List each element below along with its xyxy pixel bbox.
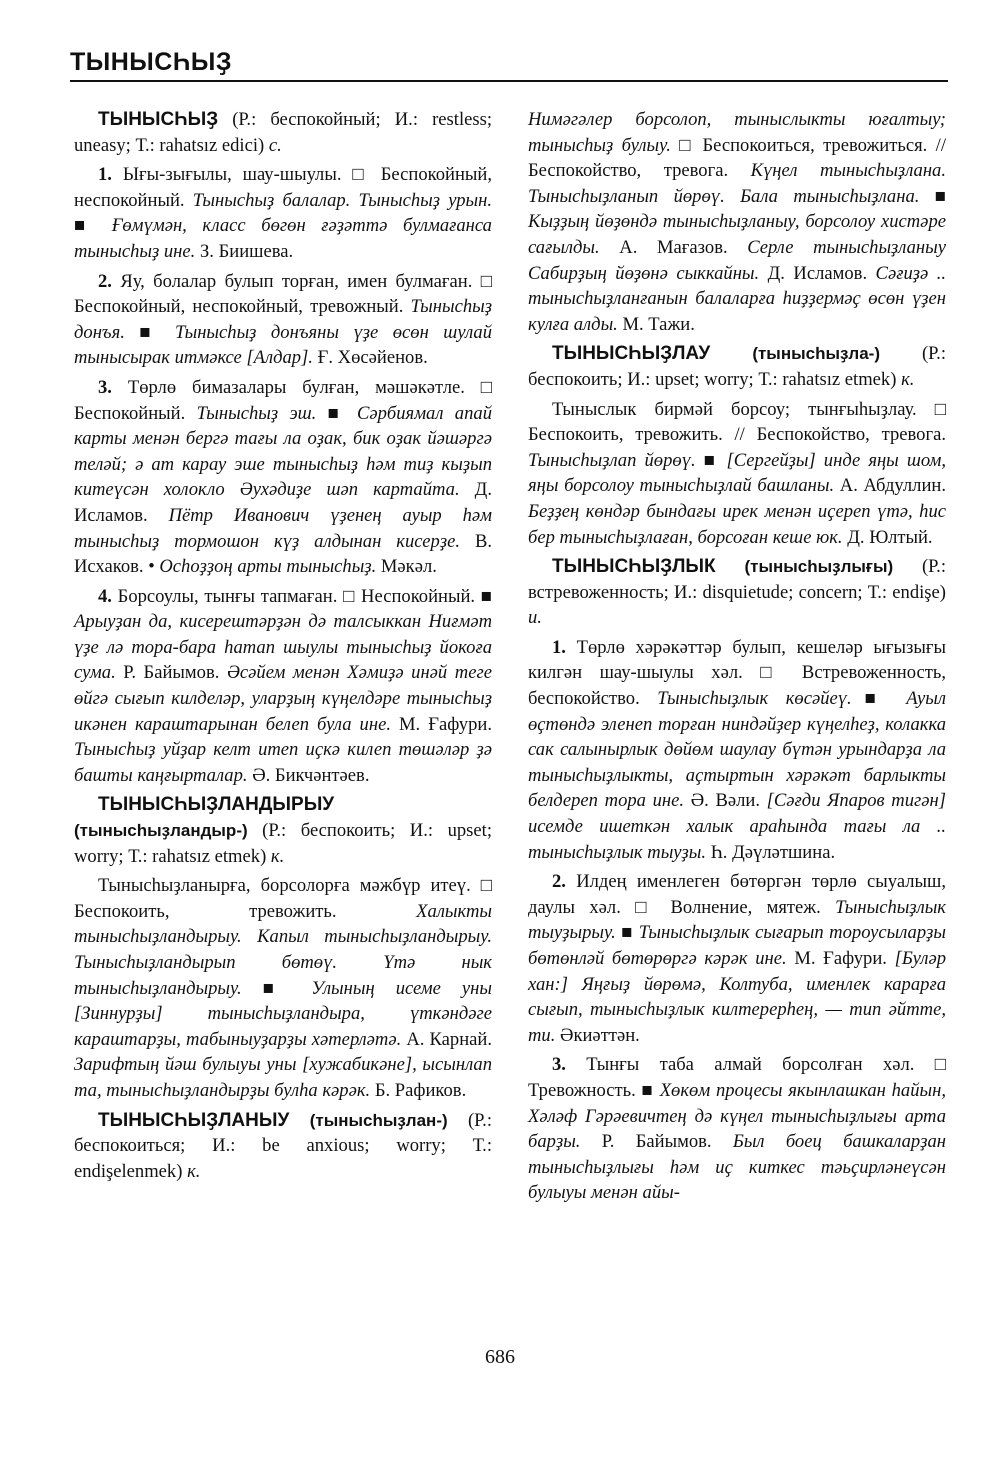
quote-marker: ■ [241, 977, 312, 999]
definition: Тынысһыҙланырға, борсолорға мәжбүр итеү. □ Беспокоить, тревожить. [74, 875, 492, 922]
entry-continuation [528, 107, 946, 337]
sense-2 [74, 269, 492, 371]
definition: Тыныслык бирмәй борсоу; тынғыһыҙлау. □ Беспокоить, тревожить. // Беспокойство, тревога. [528, 398, 946, 446]
quote: Сәрбиямал апай карты менән бергә тағы ла оҙак, бик оҙак йәшәргә теләй; ә ат карау эше тынысһыҙ һәм тиҙ кыҙып китеүсән холокло Әухәдиҙе шәп картайта. [74, 402, 492, 501]
quote-marker: ■ [641, 1079, 660, 1101]
source: А. Карнай. [401, 1028, 492, 1050]
quote: Ғөмүмән, класс бөгөн ғәҙәттә булмағанса тынысһыҙ ине. [74, 215, 492, 262]
entry-tynyshyzlanyu [74, 1108, 492, 1185]
source: В. Исхаков. [74, 530, 492, 578]
definition: Төрлө хәрәкәттәр булып, кешеләр ығызығы килгән шау-шыулы хәл. □ Встревоженность, беспокойство. [528, 636, 946, 710]
source: Ә. Бикчәнтәев. [247, 764, 370, 786]
example: Тынысһыҙлык көсәйеү. [657, 688, 852, 710]
entry-body [74, 873, 492, 1103]
proverb: Осһоҙҙоң арты тынысһыҙ. [159, 556, 377, 578]
quote-marker: ■ [480, 585, 492, 607]
example: Күңел тынысһыҙлана. Тынысһыҙланып йөрөү. Бала тынысһыҙлана. [528, 160, 946, 207]
quote: Беҙҙең көндәр бындағы ирек менән иҫереп үтә, һис бер тынысһыҙлаған, борсоған кеше юк. [528, 500, 946, 548]
entry-body [528, 397, 946, 551]
quote: Кыҙҙың йөҙөндә тынысһыҙланыу, борсолоу хистәре сағылды. [528, 211, 946, 258]
pos: к. [187, 1160, 201, 1182]
quote-marker: ■ [615, 922, 639, 944]
definition: □ Беспокоиться, тревожиться. // Беспокойство, тревога. [528, 134, 946, 182]
sense-3 [528, 1052, 946, 1206]
quote: [Буләр хан:] Яңғыҙ йөрөмә, Колтуба, именлек карарға сығып, тынысһыҙлык килтерерһең, — тип әйтте, ти. [528, 948, 947, 1046]
example: Тынысһыҙлап йөрөү. [528, 449, 696, 471]
quote: Әсәйем менән Хәмиҙә инәй теге өйгә сығып килделәр, уларҙың күңелдәре тынысһыҙ икәнен караштарынан белеп була ине. [74, 662, 492, 735]
quote-marker: ■ [74, 215, 112, 237]
left-column [74, 107, 492, 1188]
sense-number: 2. [552, 871, 566, 893]
stem: (тынысһыҙлан-) [289, 1110, 448, 1130]
running-head: ТЫНЫСҺЫҘ [70, 48, 233, 76]
sense-1 [74, 162, 492, 264]
source: З. Биишева. [195, 240, 294, 262]
header-rule [70, 80, 948, 82]
definition: Төрлө бимазалары булған, мәшәкәтле. □ Беспокойный. [74, 376, 492, 424]
source: Р. Байымов. [580, 1131, 733, 1153]
source: Б. Рафиков. [370, 1079, 467, 1101]
pos: и. [528, 607, 542, 629]
example: Тынысһыҙ балалар. Тынысһыҙ урын. [192, 189, 492, 211]
quote-marker: ■ [851, 688, 907, 710]
pos: к. [901, 368, 915, 390]
headword: ТЫНЫСҺЫҘ [98, 109, 219, 130]
entry-tynyshyzlau [528, 341, 946, 392]
quote: Сәғиҙә .. тынысһыҙланғанын балаларға һиҙҙермәҫ өсөн үҙен кулға алды. [528, 262, 946, 335]
quote: Арыуҙан да, кисерештәрҙән дә талсыккан Ниғмәт үҙе лә тора-бара һатап шыулы тынысһыҙ йокоға сума. [74, 611, 492, 684]
definition: Илдең именлеген бөтөргән төрлө сыуалыш, даулы хәл. □ Волнение, мятеж. [528, 871, 946, 918]
source: М. Ғафури. [786, 948, 895, 969]
pos: к. [270, 845, 285, 867]
quote: Зарифтың йәш булыуы уны [хужабикәне], ысынлап та, тынысһыҙландырҙы булһа кәрәк. [74, 1054, 492, 1101]
proverb-marker: • [143, 556, 160, 578]
sense-number: 1. [552, 636, 566, 658]
stem: (тынысһыҙла-) [710, 344, 880, 364]
quote: Улының исеме уны [Зиннурҙы] тынысһыҙландыра, үткәндәге караштарҙы, табыныуҙарҙы хәтерләтә. [74, 977, 493, 1050]
stem: (тынысһыҙлығы) [715, 557, 894, 577]
source: Р. Байымов. [115, 662, 227, 684]
sense-number: 2. [98, 270, 112, 292]
example: Тынысһыҙлык тыуҙырыу. [528, 896, 946, 944]
example: Халыкты тынысһыҙландырыу. Капыл тынысһыҙландырыу. Тынысһыҙландырып бөтөү. Үтә нык тынысһыҙландырыу. [74, 900, 492, 999]
quote: Тынысһыҙ донъяны үҙе өсөн шулай тынысырак итмәксе [Алдар]. [74, 321, 493, 369]
source: Һ. Дәүләтшина. [706, 841, 836, 863]
quote-marker: ■ [919, 185, 946, 207]
grammar: (Р.: беспокоиться; И.: be anxious; worry; Т.: endişelenmek) [74, 1109, 492, 1182]
quote: Тынысһыҙ уйҙар келт итеп иҫкә килеп төшәләр ҙә башты каңғырталар. [74, 739, 492, 786]
source: А. Мағазов. [599, 236, 748, 258]
quote-marker: ■ [124, 321, 175, 343]
quote: Тынысһыҙлык сығарып тороусыларҙы бөтөнләй бөтөрөргә кәрәк ине. [528, 922, 946, 969]
source: А. Абдуллин. [834, 475, 947, 497]
source: Д. Исламов. [74, 479, 492, 526]
headword: ТЫНЫСҺЫҘЛАНДЫРЫУ [98, 794, 335, 816]
stem: (тынысһыҙландыр-) [74, 821, 248, 841]
grammar: (Р.: беспокойный; И.: restless; uneasy; Т.: rahatsız edici) [74, 109, 492, 156]
quote: Нимәгәлер борсолоп, тыныслыкты юғалтыу; тынысһыҙ булыу. [528, 109, 946, 156]
grammar: (Р.: беспокоить; И.: upset; worry; Т.: rahatsız etmek) [74, 820, 492, 867]
sense-4 [74, 584, 492, 789]
definition: Тынғы таба алмай борсолған хәл. □ Тревожность. [528, 1054, 946, 1101]
entry-tynyshyz [74, 107, 492, 158]
definition: Борсоулы, тынғы тапмаған. □ Неспокойный. [111, 585, 481, 607]
page-number: 686 [485, 1346, 515, 1368]
sense-2 [528, 869, 946, 1048]
definition: Ығы-зығылы, шау-шыулы. □ Беспокойный, неспокойный. [74, 164, 492, 211]
headword: ТЫНЫСҺЫҘЛАНЫУ [98, 1109, 290, 1131]
definition: Яу, болалар булып торған, имен булмаған. □ Беспокойный, неспокойный, тревожный. [74, 270, 492, 318]
grammar: (Р.: встревоженность; И.: disquietude; concern; Т.: endişe) [528, 556, 946, 603]
source: М. Тажи. [617, 313, 695, 335]
example: Тынысһыҙ эш. [196, 402, 317, 424]
quote: Ауыл өҫтөндә эленеп торған ниндәйҙер күңелһеҙ, колакка сак салынырлык дөйөм шаулау бүтән урындарҙа ла тынысһыҙлыкты, аҫтыртын хәрәкәт барлыкты белдереп тора ине. [528, 688, 946, 812]
sense-number: 3. [98, 376, 112, 398]
source: М. Ғафури. [390, 713, 492, 735]
source: Д. Юлтый. [842, 526, 933, 548]
grammar: (Р.: беспокоить; И.: upset; worry; Т.: rahatsız etmek) [528, 343, 946, 390]
source: Д. Исламов. [759, 262, 876, 284]
sense-3 [74, 375, 492, 580]
quote-marker: ■ [316, 402, 357, 424]
quote: [Сәғди Япаров тигән] исемде ишеткән халык араһында тағы ла .. тынысһыҙлык тыуҙы. [528, 790, 946, 863]
example: Тынысһыҙ донъя. [74, 296, 492, 343]
source: Мәкәл. [376, 556, 437, 578]
sense-number: 3. [552, 1054, 566, 1076]
entry-tynyshyzlandyryu [74, 792, 492, 869]
source: Ә. Вәли. [684, 790, 767, 812]
source: Ғ. Хөсәйенов. [312, 347, 428, 369]
quote-marker: ■ [695, 449, 727, 471]
source: Әкиәттән. [555, 1024, 640, 1046]
quote: Был боец башкаларҙан тынысһыҙлығы һәм иҫ киткес тәьҫирләнеүсән булыуы менән айы- [528, 1131, 946, 1204]
sense-number: 4. [98, 585, 112, 607]
quote: [Сергейҙы] инде яңы шом, яңы борсолоу тынысһыҙлай башланы. [528, 449, 947, 497]
quote: Пётр Иванович үҙенең ауыр һәм тынысһыҙ тормошон күҙ алдынан кисерҙе. [74, 504, 492, 552]
quote: Серле тынысһыҙланыу Сабирҙың йөҙөнә сыккайны. [528, 236, 946, 284]
entry-tynyshyzlyk [528, 554, 946, 631]
headword: ТЫНЫСҺЫҘЛЫК [552, 556, 716, 578]
pos: с. [268, 134, 282, 156]
sense-1 [528, 635, 946, 865]
sense-number: 1. [98, 164, 112, 186]
right-column [528, 107, 946, 1210]
headword: ТЫНЫСҺЫҘЛАУ [552, 343, 711, 365]
quote: Хөкөм процесы якынлашкан һайын, Хәләф Гәрәевичтең дә күңел тынысһыҙлығы арта барҙы. [528, 1079, 946, 1153]
